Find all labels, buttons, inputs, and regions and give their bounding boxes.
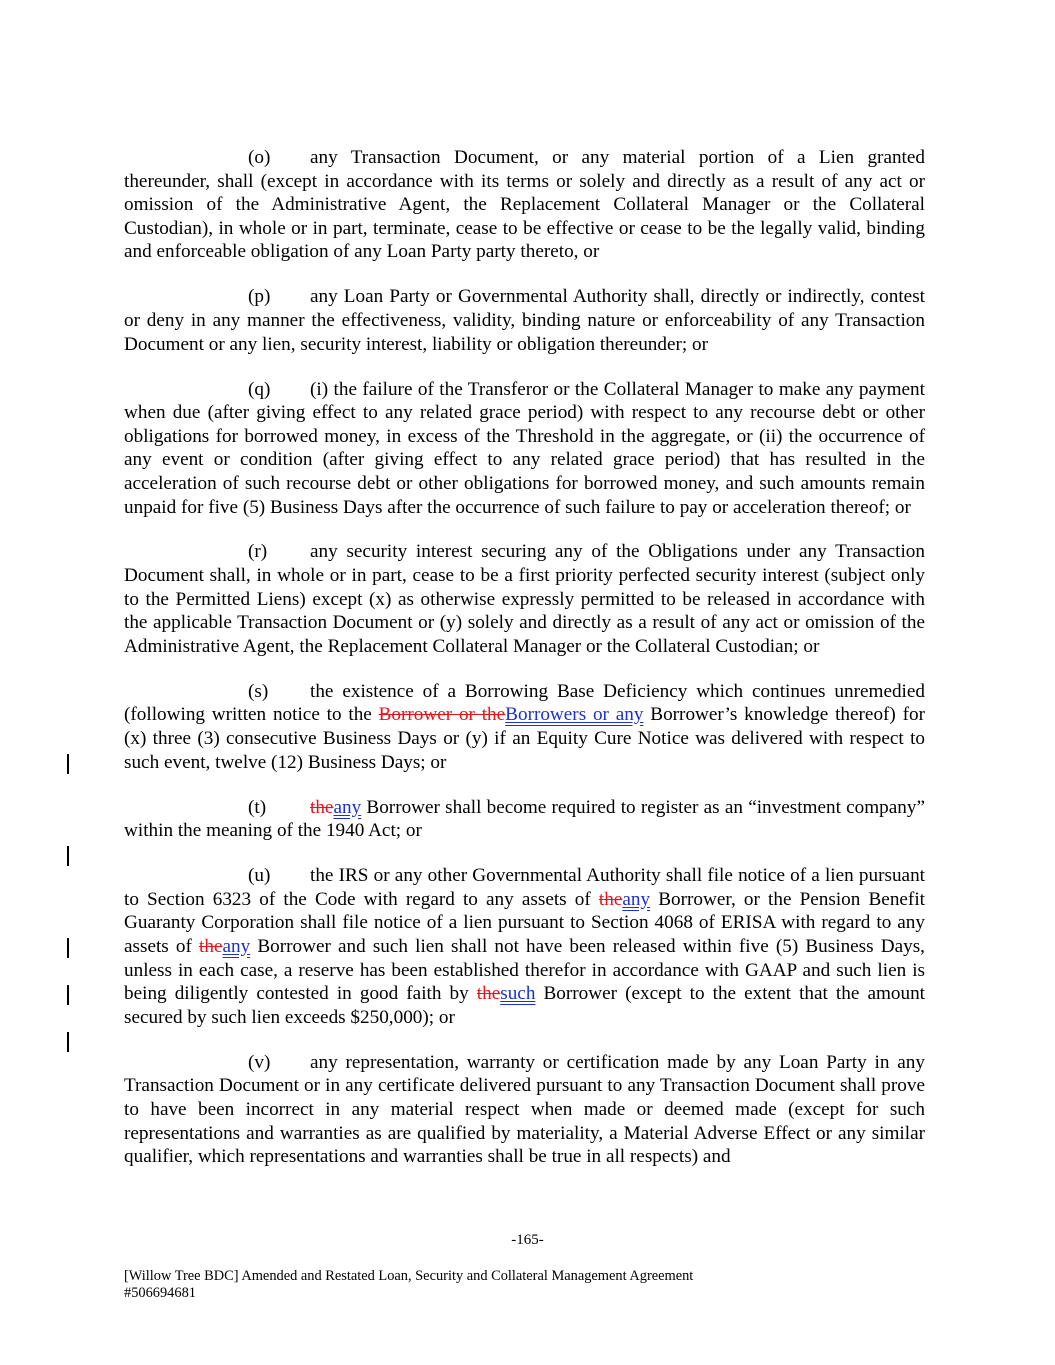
paragraph bbox=[124, 864, 925, 1029]
paragraph-label: (t) bbox=[248, 796, 267, 818]
deleted-text: the bbox=[199, 935, 223, 957]
footer-doc-id: #506694681 bbox=[124, 1285, 196, 1301]
change-bar bbox=[67, 754, 69, 774]
page-number: -165- bbox=[511, 1232, 544, 1248]
document-body bbox=[124, 146, 925, 1190]
inserted-text: any bbox=[333, 796, 362, 818]
paragraph bbox=[124, 285, 925, 356]
paragraph-text: Borrower’s knowledge thereof) for (x) three (3) consecutive Business Days or (y) if an Equity Cure Notice was delivered with respect to such event, twelve (12) Business Days; or bbox=[124, 704, 925, 773]
change-bar bbox=[67, 846, 69, 866]
paragraph-text: Borrower (except to the extent that the amount secured by such lien exceeds $250,000); or bbox=[124, 983, 925, 1028]
paragraph-text: any security interest securing any of the Obligations under any Transaction Document shall, in whole or in part, cease to be a first priority perfected security interest (subject only to the Permitted Liens) except (x) as otherwise expressly permitted to be released in accordance with the applicable Transaction Document or (y) solely and directly as a result of any act or omission of the Administrative Agent, the Replacement Collateral Manager or the Collateral Custodian; or bbox=[124, 541, 925, 657]
paragraph-text: the existence of a Borrowing Base Deficiency which continues unremedied (following written notice to the bbox=[124, 680, 925, 726]
deleted-text: the bbox=[476, 983, 501, 1005]
paragraph bbox=[124, 378, 925, 520]
paragraph-text: any representation, warranty or certification made by any Loan Party in any Transaction Document or in any certificate delivered pursuant to any Transaction Document shall prove to have been incorrect in any material respect when made or deemed made (except for such representations and warranties as are qualified by materiality, a Material Adverse Effect or any similar qualifier, which representations and warranties shall be true in all respects) and bbox=[124, 1051, 925, 1168]
deleted-text: Borrower or the bbox=[378, 704, 506, 726]
change-bar bbox=[67, 1032, 69, 1052]
inserted-text: Borrowers or any bbox=[505, 704, 644, 726]
inserted-text: any bbox=[622, 888, 651, 910]
inserted-text: any bbox=[222, 935, 251, 957]
deleted-text: the bbox=[598, 888, 623, 910]
inserted-text: such bbox=[500, 983, 536, 1005]
change-bar bbox=[67, 938, 69, 958]
paragraph-label: (s) bbox=[248, 680, 269, 702]
paragraph-text: any Loan Party or Governmental Authority shall, directly or indirectly, contest or deny in any manner the effectiveness, validity, binding nature or enforceability of any Transaction Document or any lien, security interest, liability or obligation thereunder; or bbox=[124, 286, 925, 355]
paragraph bbox=[124, 540, 925, 658]
paragraph-text: Borrower and such lien shall not have been released within five (5) Business Days, unless in each case, a reserve has been established therefor in accordance with GAAP and such lien is being diligently contested in good faith by bbox=[124, 935, 925, 1005]
paragraph-text: (i) the failure of the Transferor or the Collateral Manager to make any payment when due (after giving effect to any related grace period) with respect to any recourse debt or other obligations for borrowed money, in excess of the Threshold in the aggregate, or (ii) the occurrence of any event or condition (after giving effect to any related grace period) that has resulted in the acceleration of such recourse debt or other obligations for borrowed money, and such amounts remain unpaid for five (5) Business Days after the occurrence of such failure to pay or acceleration thereof; or bbox=[124, 378, 925, 518]
paragraph bbox=[124, 146, 925, 264]
paragraph-label: (q) bbox=[248, 378, 271, 400]
paragraph bbox=[124, 680, 925, 774]
deleted-text: the bbox=[310, 796, 334, 818]
change-bar bbox=[67, 985, 69, 1005]
paragraph-label: (p) bbox=[248, 286, 271, 308]
paragraph-text: any Transaction Document, or any material portion of a Lien granted thereunder, shall (except in accordance with its terms or solely and directly as a result of any act or omission of the Administrative Agent, the Replacement Collateral Manager or the Collateral Custodian), in whole or in part, terminate, cease to be effective or cease to be the legally valid, binding and enforceable obligation of any Loan Party party thereto, or bbox=[124, 147, 925, 263]
footer-title: [Willow Tree BDC] Amended and Restated Loan, Security and Collateral Management Agreement bbox=[124, 1268, 694, 1284]
paragraph-text: Borrower, or the Pension Benefit Guaranty Corporation shall file notice of a lien pursuant to Section 4068 of ERISA with regard to any assets of bbox=[124, 888, 925, 957]
paragraph-label: (v) bbox=[248, 1051, 271, 1073]
paragraph-text: Borrower shall become required to register as an “investment company” within the meaning of the 1940 Act; or bbox=[124, 796, 925, 842]
paragraph-label: (r) bbox=[248, 541, 268, 563]
footer bbox=[124, 1268, 693, 1302]
paragraph-label: (u) bbox=[248, 865, 271, 887]
paragraph-label: (o) bbox=[248, 147, 271, 168]
paragraph bbox=[124, 796, 925, 843]
paragraph-text: the IRS or any other Governmental Authority shall file notice of a lien pursuant to Section 6323 of the Code with regard to any assets of bbox=[124, 865, 925, 910]
paragraph bbox=[124, 1051, 925, 1169]
